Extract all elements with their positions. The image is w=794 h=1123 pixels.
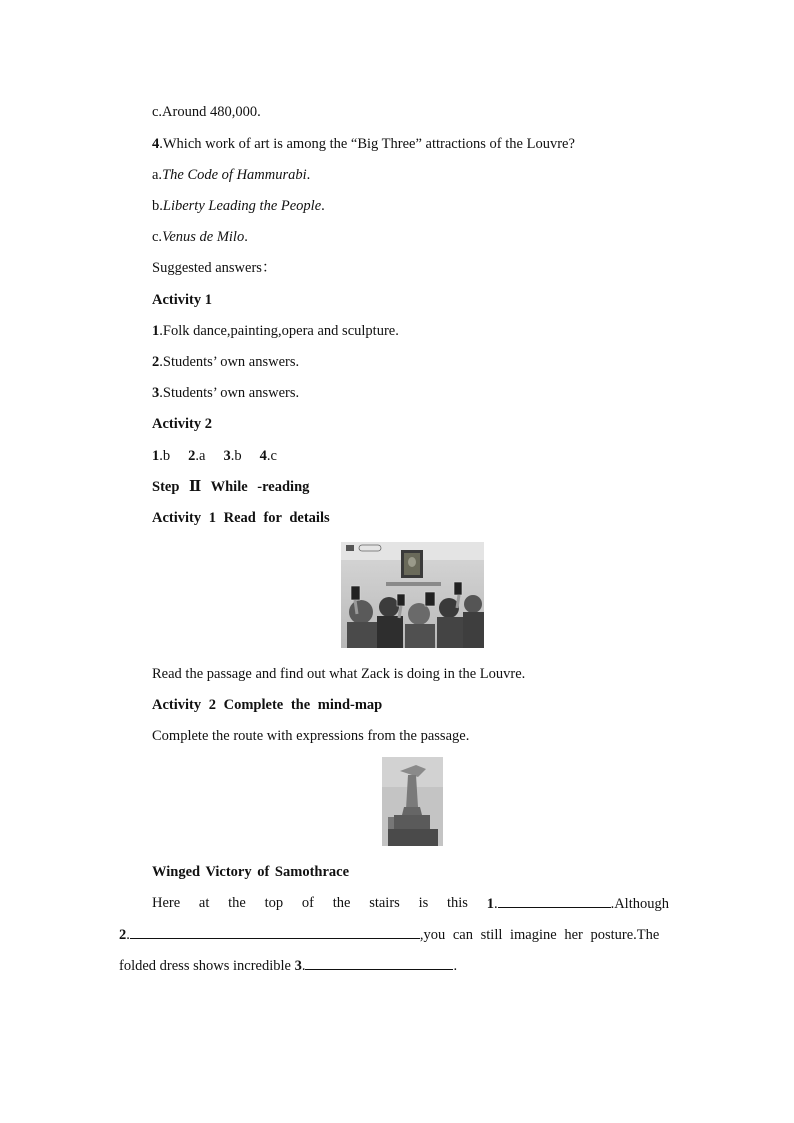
winged-victory-photo [382,757,443,846]
option-prefix: c. [152,229,163,245]
passage-word: of [301,895,314,911]
answer-number: 2 [188,448,196,464]
answer-item [152,353,299,371]
option-c-q3: c.Around 480,000. [152,104,261,120]
blank-2[interactable] [130,925,420,939]
passage-word: at [198,895,210,911]
passage-line-1 [152,894,669,913]
passage-word: stairs [369,895,400,911]
answer-number: 1 [152,448,160,464]
crowd-photo-illustration [341,542,484,648]
option-prefix: a. [152,167,163,183]
artwork-title: The Code of Hammurabi [162,167,307,183]
passage-text: folded dress shows incredible [119,958,291,974]
activity-1-heading: Activity 1 [152,292,212,308]
step-2-heading: Step Ⅱ While -reading [152,479,310,495]
passage-text: ,you can still imagine her posture.The [419,927,660,943]
blank-1-group: 1. .Although [486,896,669,912]
option-c-q4: c.Venus de Milo. [152,229,248,245]
answer-number: 3 [223,448,231,464]
question-text: .Which work of art is among the “Big Three” attractions of the Louvre? [159,136,575,152]
option-b-q4: b.Liberty Leading the People. [152,198,325,214]
answer-value: .a [195,448,206,464]
while-reading-activity-1-heading: Activity 1 Read for details [152,510,330,526]
artwork-title: Liberty Leading the People [162,198,322,214]
answer-value: .c [266,448,277,464]
activity-1-instruction: Read the passage and find out what Zack is doing in the Louvre. [152,666,526,682]
passage-line-2: 2. ,you can still imagine her posture.The [119,927,660,943]
blank-1[interactable] [498,894,611,908]
passage-text: . [453,958,458,974]
passage-word: top [264,895,284,911]
answer-text: .Folk dance,painting,opera and sculpture. [159,323,399,339]
answer-number: 1 [152,323,160,339]
question-number: 4 [152,136,160,152]
answer-number: 3 [152,385,160,401]
answer-text: .Students’ own answers. [159,385,300,401]
blank-number: 3 [294,958,302,974]
blank-number: 2 [119,927,127,943]
section-title: Winged Victory of Samothrace [152,864,350,880]
answer-number: 2 [152,354,160,370]
while-reading-activity-2-heading: Activity 2 Complete the mind-map [152,697,383,713]
answer-item [152,322,399,340]
passage-word: this [446,895,468,911]
passage-word: Here [152,895,181,911]
answer-number: 4 [259,448,267,464]
answer-text: .Students’ own answers. [159,354,300,370]
activity-2-heading: Activity 2 [152,416,212,432]
passage-word: the [228,895,246,911]
question-4 [152,135,575,153]
mona-lisa-crowd-photo [341,542,484,648]
option-a-q4: a.The Code of Hammurabi. [152,167,311,183]
blank-number: 1 [486,896,494,912]
suggested-answers-label: Suggested answers： [152,260,277,276]
passage-word: is [418,895,429,911]
activity-2-instruction: Complete the route with expressions from the passage. [152,728,470,744]
passage-line-3: folded dress shows incredible 3. . [119,958,458,974]
passage-text: .Although [610,896,669,912]
answer-item [152,384,299,402]
artwork-title: Venus de Milo [162,229,245,245]
passage-word: the [332,895,351,911]
answer-value: .b [159,448,171,464]
activity-2-answers [152,447,277,465]
blank-3[interactable] [305,956,453,970]
option-prefix: b. [152,198,163,214]
statue-illustration [382,757,443,846]
answer-value: .b [230,448,242,464]
